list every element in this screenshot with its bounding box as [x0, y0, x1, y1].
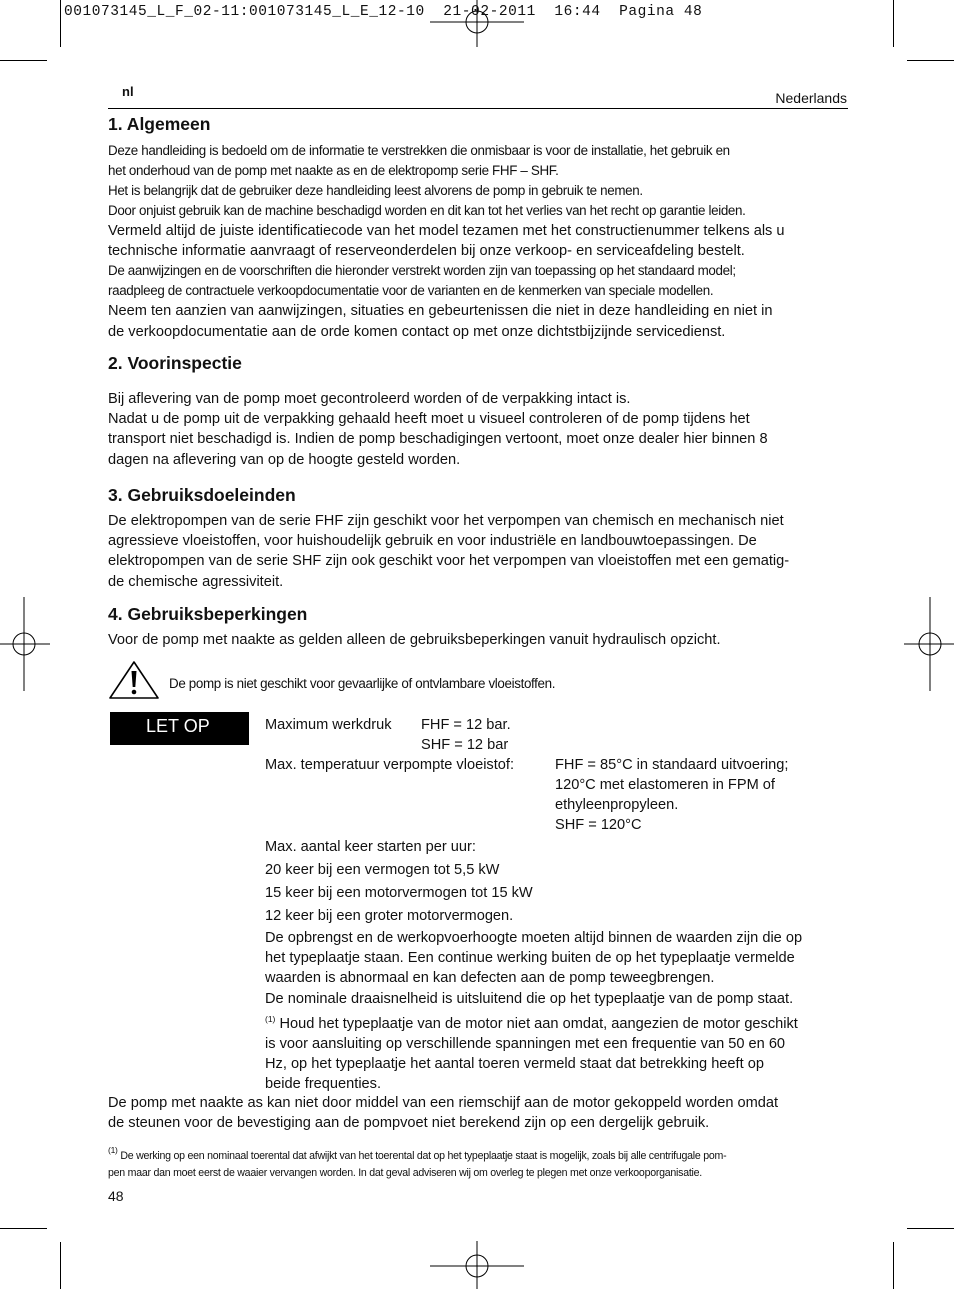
print-header: 001073145_L_F_02-11:001073145_L_E_12-10 21-02-2011 16:44 Pagina 48	[64, 4, 703, 20]
text-line: De aanwijzingen en de voorschriften die hieronder verstrekt worden zijn van toepassing op het standaard model;	[108, 263, 736, 279]
text-line: De opbrengst en de werkopvoerhoogte moeten altijd binnen de waarden zijn die op	[265, 930, 803, 946]
max-temp-label: Max. temperatuur verpompte vloeistof:	[265, 757, 515, 773]
text-line: is voor aansluiting op verschillende spanningen met een frequentie van 50 en 60	[265, 1036, 786, 1053]
text-line: elektropompen van de serie SHF zijn ook geschikt voor het verpompen van vloeistoffen met een gematig-	[108, 553, 790, 570]
text-line: Nadat u de pomp uit de verpakking gehaald heeft moet u visueel controleren of de pomp tijdens het	[108, 411, 750, 428]
warning-text: De pomp is niet geschikt voor gevaarlijke of ontvlambare vloeistoffen.	[169, 676, 556, 691]
max-pressure-fhf: FHF = 12 bar.	[421, 717, 511, 733]
section-heading-voorinspectie: 2. Voorinspectie	[108, 353, 242, 373]
starts-label: Max. aantal keer starten per uur:	[265, 839, 476, 855]
note-text: Houd het typeplaatje van de motor niet aan omdat, aangezien de motor geschikt	[275, 1015, 798, 1032]
footnote-marker: (1)	[108, 1145, 118, 1155]
max-temp-line: FHF = 85°C in standaard uitvoering;	[555, 757, 789, 773]
text-line: de chemische agressiviteit.	[108, 573, 284, 590]
text-line: de verkoopdocumentatie aan de orde komen contact op met onze dichtstbijzijnde servicedienst.	[108, 323, 726, 340]
text-line: De elektropompen van de serie FHF zijn geschikt voor het verpompen van chemisch en mechanisch niet	[108, 513, 784, 529]
registration-mark-left	[0, 597, 50, 691]
text-line: agressieve vloeistoffen, voor huishoudelijk gebruik en voor industriële en landbouwtoepassingen. De	[108, 533, 757, 550]
text-line: Het is belangrijk dat de gebruiker deze handleiding leest alvorens de pomp in gebruik te nemen.	[108, 183, 643, 198]
footnote-line: pen maar dan moet eerst de waaier vervangen worden. In dat geval adviseren wij om overleg te plegen met onze verkooporganisatie.	[108, 1167, 702, 1179]
text-line: het typeplaatje staan. Een continue werking buiten de op het typeplaatje vermelde	[265, 950, 795, 967]
closing-paragraph	[108, 1093, 850, 1133]
text-line: dagen na aflevering van op de hoogte gesteld worden.	[108, 451, 461, 468]
text-line: De pomp met naakte as kan niet door middel van een riemschijf aan de motor gekoppeld worden omdat	[108, 1095, 779, 1111]
text-line: Bij aflevering van de pomp moet gecontroleerd worden of de verpakking intact is.	[108, 391, 631, 407]
section-body-gebruiksbeperkingen	[108, 630, 850, 650]
language-code: nl	[122, 84, 134, 99]
starts-item: 12 keer bij een groter motorvermogen.	[265, 908, 514, 924]
text-line: de steunen voor de bevestiging aan de pompvoet niet berekend zijn op een dergelijk gebruik.	[108, 1115, 710, 1132]
max-pressure-label: Maximum werkdruk	[265, 717, 392, 733]
footnote-line	[108, 1142, 850, 1165]
text-line: Deze handleiding is bedoeld om de informatie te verstrekken die onmisbaar is voor de installatie, het gebruik en	[108, 143, 730, 158]
text-line: transport niet beschadigd is. Indien de pomp beschadigingen vertoont, moet onze dealer hier binnen 8	[108, 431, 768, 448]
text-line: technische informatie aanvraagt of reserveonderdelen bij onze verkoop- en serviceafdeling bestelt.	[108, 243, 745, 260]
header-rule	[108, 108, 848, 109]
registration-mark-bottom	[430, 1239, 524, 1289]
max-pressure-shf: SHF = 12 bar	[421, 737, 509, 753]
text-line: raadpleeg de contractuele verkoopdocumentatie voor de varianten en de kenmerken van speciale modellen.	[108, 283, 714, 299]
text-line: Voor de pomp met naakte as gelden alleen de gebruiksbeperkingen vanuit hydraulisch opzicht.	[108, 632, 721, 648]
section-body-voorinspectie	[108, 389, 850, 470]
text-line: Vermeld altijd de juiste identificatiecode van het model tezamen met het constructienummer telkens als u	[108, 223, 785, 239]
starts-item: 20 keer bij een vermogen tot 5,5 kW	[265, 862, 500, 878]
section-heading-gebruiksdoeleinden: 3. Gebruiksdoeleinden	[108, 485, 296, 505]
section-heading-gebruiksbeperkingen: 4. Gebruiksbeperkingen	[108, 604, 308, 624]
footnote	[108, 1142, 850, 1182]
text-line: waarden is abnormaal en kan defecten aan de pomp teweegbrengen.	[265, 970, 715, 987]
let-op-paragraph	[265, 928, 850, 1095]
max-temp-line: ethyleenpropyleen.	[555, 797, 679, 813]
section-body-algemeen	[108, 141, 850, 342]
section-body-gebruiksdoeleinden	[108, 511, 850, 592]
text-line: Neem ten aanzien van aanwijzingen, situaties en gebeurtenissen die niet in deze handleiding en niet in	[108, 303, 773, 320]
footnote-text: De werking op een nominaal toerental dat afwijkt van het toerental dat op het typeplaatje staat is mogelijk, zoals bij alle centrifugale pom-	[117, 1150, 727, 1162]
starts-item: 15 keer bij een motorvermogen tot 15 kW	[265, 885, 533, 901]
text-line: het onderhoud van de pomp met naakte as en de elektropomp serie FHF – SHF.	[108, 163, 559, 178]
max-temp-line: 120°C met elastomeren in FPM of	[555, 777, 775, 793]
let-op-label: LET OP	[110, 712, 249, 745]
text-line	[265, 1009, 850, 1034]
text-line: beide frequenties.	[265, 1076, 382, 1093]
page-number: 48	[108, 1188, 124, 1204]
text-line: Door onjuist gebruik kan de machine beschadigd worden en dit kan tot het verlies van het recht op garantie leiden.	[108, 203, 746, 218]
text-line: De nominale draaisnelheid is uitsluitend die op het typeplaatje van de pomp staat.	[265, 990, 794, 1007]
language-name: Nederlands	[775, 90, 847, 106]
text-line: Hz, op het typeplaatje het aantal toeren vermeld staat dat betrekking heeft op	[265, 1056, 764, 1073]
note-marker: (1)	[265, 1013, 276, 1024]
section-heading-algemeen: 1. Algemeen	[108, 114, 211, 134]
warning-triangle-icon	[108, 660, 160, 700]
max-temp-line: SHF = 120°C	[555, 817, 642, 833]
registration-mark-right	[904, 597, 954, 691]
